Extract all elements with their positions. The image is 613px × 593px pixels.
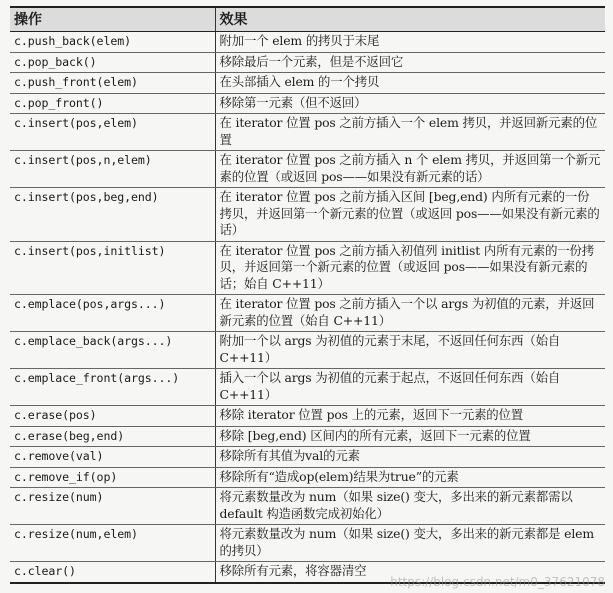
table-row <box>10 426 605 447</box>
table-row <box>10 332 605 369</box>
effect-cell: 插入一个以 args 为初值的元素于起点，不返回任何东西（始自 C++11） <box>215 369 605 406</box>
op-cell: c.erase(pos) <box>10 406 215 427</box>
effect-cell: 将元素数量改为 num（如果 size() 变大，多出来的新元素都是 elem 的拷贝） <box>215 525 605 562</box>
table-row <box>10 151 605 188</box>
table-row <box>10 52 605 73</box>
op-cell: c.emplace_front(args...) <box>10 369 215 406</box>
effect-cell: 移除 [beg,end) 区间内的所有元素，返回下一元素的位置 <box>215 426 605 447</box>
table-row <box>10 114 605 151</box>
op-cell: c.remove_if(op) <box>10 467 215 488</box>
effect-cell: 在 iterator 位置 pos 之前方插入一个 elem 拷贝，并返回新元素的位置 <box>215 114 605 151</box>
op-cell: c.emplace_back(args...) <box>10 332 215 369</box>
header-op: 操作 <box>10 7 215 32</box>
effect-cell: 附加一个 elem 的拷贝于末尾 <box>215 32 605 53</box>
table-row <box>10 188 605 242</box>
effect-cell: 在 iterator 位置 pos 之前方插入一个以 args 为初值的元素，并返回新元素的位置（始自 C++11） <box>215 295 605 332</box>
effect-cell: 在 iterator 位置 pos 之前方插入 n 个 elem 拷贝，并返回第一个新元素的位置（或返回 pos——如果没有新元素的话） <box>215 151 605 188</box>
effect-cell: 移除第一元素（但不返回） <box>215 93 605 114</box>
table-header-row <box>10 7 605 32</box>
op-cell: c.insert(pos,initlist) <box>10 241 215 295</box>
header-effect: 效果 <box>215 7 605 32</box>
effect-cell: 附加一个以 args 为初值的元素于末尾，不返回任何东西（始自 C++11） <box>215 332 605 369</box>
effect-cell: 移除最后一个元素，但是不返回它 <box>215 52 605 73</box>
op-cell: c.pop_front() <box>10 93 215 114</box>
effect-cell: 移除 iterator 位置 pos 上的元素，返回下一元素的位置 <box>215 406 605 427</box>
op-cell: c.insert(pos,beg,end) <box>10 188 215 242</box>
watermark: https://blog.csdn.net/m0_37621078 <box>390 575 605 589</box>
effect-cell: 将元素数量改为 num（如果 size() 变大，多出来的新元素都需以 default 构造函数完成初始化） <box>215 488 605 525</box>
effect-cell: 移除所有元素，将容器清空 <box>215 562 605 583</box>
table-row <box>10 73 605 94</box>
table-row <box>10 93 605 114</box>
table-row <box>10 525 605 562</box>
table-row <box>10 447 605 468</box>
op-cell: c.remove(val) <box>10 447 215 468</box>
list-operations-table <box>10 6 605 584</box>
op-cell: c.emplace(pos,args...) <box>10 295 215 332</box>
effect-cell: 在 iterator 位置 pos 之前方插入初值列 initlist 内所有元素的一份拷贝，并返回第一个新元素的位置（或返回 pos——如果没有新元素的话；始自 C++11） <box>215 241 605 295</box>
op-cell: c.insert(pos,n,elem) <box>10 151 215 188</box>
table-row <box>10 467 605 488</box>
table-row <box>10 406 605 427</box>
effect-cell: 在 iterator 位置 pos 之前方插入区间 [beg,end) 内所有元素的一份拷贝，并返回第一个新元素的位置（或返回 pos——如果没有新元素的话） <box>215 188 605 242</box>
table-row <box>10 488 605 525</box>
op-cell: c.resize(num,elem) <box>10 525 215 562</box>
op-cell: c.insert(pos,elem) <box>10 114 215 151</box>
effect-cell: 在头部插入 elem 的一个拷贝 <box>215 73 605 94</box>
effect-cell: 移除所有“造成op(elem)结果为true”的元素 <box>215 467 605 488</box>
op-cell: c.push_front(elem) <box>10 73 215 94</box>
table-row <box>10 295 605 332</box>
table-row <box>10 241 605 295</box>
effect-cell: 移除所有其值为val的元素 <box>215 447 605 468</box>
op-cell: c.clear() <box>10 562 215 583</box>
table-row <box>10 369 605 406</box>
op-cell: c.push_back(elem) <box>10 32 215 53</box>
op-cell: c.erase(beg,end) <box>10 426 215 447</box>
op-cell: c.pop_back() <box>10 52 215 73</box>
op-cell: c.resize(num) <box>10 488 215 525</box>
table-row <box>10 32 605 53</box>
